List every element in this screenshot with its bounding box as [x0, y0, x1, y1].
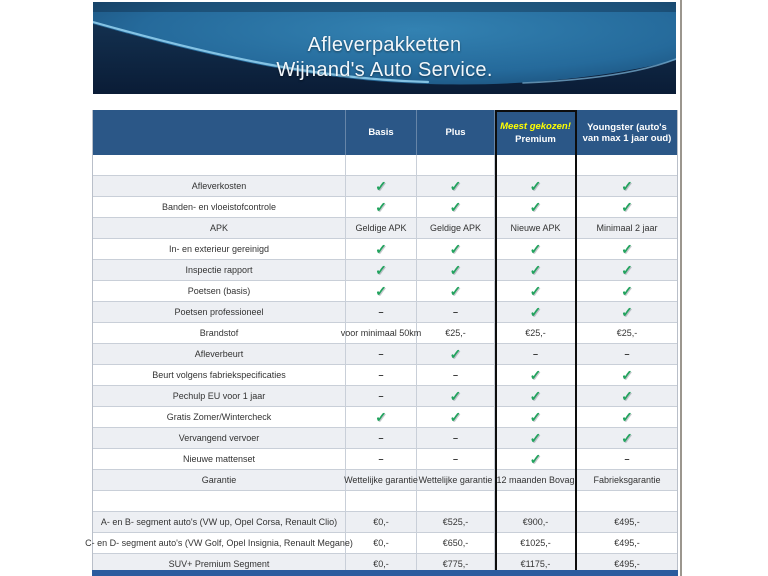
cell-basis: €0,- [346, 533, 417, 554]
cell-youngster [577, 365, 677, 386]
cell-plus [417, 386, 495, 407]
cell-plus: – [417, 428, 495, 449]
table-row [93, 239, 677, 260]
cell-premium: €1025,- [495, 533, 577, 554]
table-row [85, 533, 677, 554]
check-icon: ✓ [621, 367, 633, 383]
cell-premium: €1175,- [495, 554, 577, 575]
check-icon: ✓ [529, 388, 542, 404]
cell-plus [417, 407, 495, 428]
cell-plus: – [417, 365, 495, 386]
cell-youngster [577, 407, 677, 428]
cell-plus: €25,- [417, 323, 495, 344]
cell-premium [495, 239, 577, 260]
check-icon: ✓ [621, 283, 633, 299]
cell-youngster [577, 302, 677, 323]
header-cell-plus [417, 110, 495, 155]
table-row [93, 344, 677, 365]
cell-plus: – [417, 302, 495, 323]
row-label: APK [93, 218, 346, 239]
bottom-accent-bar [92, 570, 678, 576]
banner [93, 2, 676, 94]
cell-youngster: – [577, 344, 677, 365]
cell-plus [417, 176, 495, 197]
check-icon: ✓ [529, 262, 542, 278]
cell-basis: Geldige APK [346, 218, 417, 239]
table-row [93, 302, 677, 323]
cell-youngster [577, 428, 677, 449]
cell-premium [495, 365, 577, 386]
cell-plus: €650,- [417, 533, 495, 554]
check-icon: ✓ [449, 262, 462, 278]
cell-premium [495, 449, 577, 470]
cell-basis: – [346, 344, 417, 365]
check-icon: ✓ [529, 409, 542, 425]
check-icon: ✓ [449, 346, 462, 362]
check-icon: ✓ [375, 283, 387, 299]
check-icon: ✓ [375, 241, 387, 257]
cell-youngster: €495,- [577, 554, 677, 575]
check-icon: ✓ [529, 241, 542, 257]
cell-youngster [577, 197, 677, 218]
cell-youngster [577, 155, 677, 176]
cell-premium: – [495, 344, 577, 365]
check-icon: ✓ [621, 199, 633, 215]
cell-basis [346, 260, 417, 281]
cell-premium: 12 maanden Bovag [495, 470, 577, 491]
check-icon: ✓ [529, 283, 542, 299]
row-label: Pechulp EU voor 1 jaar [93, 386, 346, 407]
cell-youngster: Fabrieksgarantie [577, 470, 677, 491]
cell-premium [495, 428, 577, 449]
header-cell-basis [346, 110, 417, 155]
cell-basis [346, 155, 417, 176]
check-icon: ✓ [529, 451, 542, 467]
cell-premium [495, 155, 577, 176]
cell-premium [495, 197, 577, 218]
cell-plus: €525,- [417, 512, 495, 533]
row-label: Garantie [93, 470, 346, 491]
row-label: In- en exterieur gereinigd [93, 239, 346, 260]
cell-premium: Nieuwe APK [495, 218, 577, 239]
row-label: A- en B- segment auto's (VW up, Opel Corsa, Renault Clio) [93, 512, 346, 533]
cell-basis [346, 281, 417, 302]
table-body [85, 155, 677, 575]
row-label: Gratis Zomer/Wintercheck [93, 407, 346, 428]
check-icon: ✓ [449, 241, 462, 257]
column-label-basis: Basis [368, 127, 394, 138]
page-title [93, 33, 676, 83]
table-row [93, 197, 677, 218]
column-label-youngster: Youngster (auto's van max 1 jaar oud) [582, 121, 672, 144]
cell-basis [346, 239, 417, 260]
table-header-row [93, 110, 677, 155]
cell-basis: – [346, 302, 417, 323]
column-label-plus: Plus [445, 127, 466, 138]
cell-premium [495, 176, 577, 197]
check-icon: ✓ [529, 367, 542, 383]
row-label: Afleverbeurt [93, 344, 346, 365]
check-icon: ✓ [621, 178, 633, 194]
page-title-line1: Afleverpakketten [307, 34, 462, 56]
cell-plus [417, 260, 495, 281]
page-title-line2: Wijnand's Auto Service. [276, 59, 493, 81]
cell-basis [346, 491, 417, 512]
table-row [93, 428, 677, 449]
row-label: SUV+ Premium Segment [93, 554, 346, 575]
header-cell-premium [495, 110, 577, 155]
cell-basis [346, 176, 417, 197]
cell-premium [495, 260, 577, 281]
cell-basis: – [346, 428, 417, 449]
cell-premium [495, 407, 577, 428]
cell-youngster [577, 176, 677, 197]
cell-youngster: Minimaal 2 jaar [577, 218, 677, 239]
row-label: C- en D- segment auto's (VW Golf, Opel Insignia, Renault Megane) [93, 533, 346, 554]
header-cell-youngster [577, 110, 677, 155]
row-label [93, 491, 346, 512]
cell-basis: – [346, 386, 417, 407]
row-label: Brandstof [93, 323, 346, 344]
cell-basis: – [346, 449, 417, 470]
cell-basis [346, 407, 417, 428]
cell-basis: – [346, 365, 417, 386]
cell-plus [417, 155, 495, 176]
check-icon: ✓ [449, 283, 462, 299]
cell-plus: €775,- [417, 554, 495, 575]
cell-youngster [577, 260, 677, 281]
header-cell-empty [93, 110, 346, 155]
cell-basis [346, 197, 417, 218]
cell-plus [417, 344, 495, 365]
cell-basis: voor minimaal 50km [346, 323, 417, 344]
row-label: Inspectie rapport [93, 260, 346, 281]
cell-plus: Geldige APK [417, 218, 495, 239]
cell-youngster [577, 386, 677, 407]
package-comparison-table [85, 110, 678, 575]
cell-plus: – [417, 449, 495, 470]
table-row [93, 491, 677, 512]
table-row [93, 449, 677, 470]
cell-basis: €0,- [346, 554, 417, 575]
column-label-premium: Premium [515, 133, 556, 145]
check-icon: ✓ [529, 199, 542, 215]
cell-youngster: €495,- [577, 533, 677, 554]
check-icon: ✓ [449, 178, 462, 194]
check-icon: ✓ [529, 304, 542, 320]
cell-premium: €25,- [495, 323, 577, 344]
table-row [93, 470, 677, 491]
table-row [93, 260, 677, 281]
cell-plus [417, 281, 495, 302]
cell-youngster: €495,- [577, 512, 677, 533]
cell-plus [417, 197, 495, 218]
table-row [93, 281, 677, 302]
cell-basis: Wettelijke garantie [346, 470, 417, 491]
cell-plus [417, 239, 495, 260]
check-icon: ✓ [621, 388, 633, 404]
most-chosen-badge: Meest gekozen! [500, 120, 571, 132]
row-label: Nieuwe mattenset [93, 449, 346, 470]
cell-premium [495, 302, 577, 323]
cell-plus: Wettelijke garantie [417, 470, 495, 491]
row-label: Afleverkosten [93, 176, 346, 197]
row-label [93, 155, 346, 176]
cell-premium [495, 281, 577, 302]
table-row [93, 218, 677, 239]
cell-youngster [577, 491, 677, 512]
check-icon: ✓ [621, 241, 633, 257]
check-icon: ✓ [375, 178, 387, 194]
check-icon: ✓ [375, 262, 387, 278]
check-icon: ✓ [375, 199, 387, 215]
check-icon: ✓ [449, 388, 462, 404]
row-label: Poetsen professioneel [93, 302, 346, 323]
cell-premium [495, 491, 577, 512]
cell-plus [417, 491, 495, 512]
cell-premium [495, 386, 577, 407]
cell-youngster: €25,- [577, 323, 677, 344]
row-label: Poetsen (basis) [93, 281, 346, 302]
table-row [93, 323, 677, 344]
check-icon: ✓ [449, 409, 462, 425]
row-label: Vervangend vervoer [93, 428, 346, 449]
cell-premium: €900,- [495, 512, 577, 533]
cell-youngster [577, 281, 677, 302]
check-icon: ✓ [449, 199, 462, 215]
table-row [93, 386, 677, 407]
table-row [93, 176, 677, 197]
check-icon: ✓ [529, 430, 542, 446]
check-icon: ✓ [621, 262, 633, 278]
table-row [93, 407, 677, 428]
check-icon: ✓ [621, 304, 633, 320]
check-icon: ✓ [621, 409, 633, 425]
cell-basis: €0,- [346, 512, 417, 533]
page-edge-line [680, 0, 682, 576]
table-row [93, 365, 677, 386]
check-icon: ✓ [375, 409, 387, 425]
check-icon: ✓ [529, 178, 542, 194]
row-label: Beurt volgens fabriekspecificaties [93, 365, 346, 386]
cell-youngster: – [577, 449, 677, 470]
cell-youngster [577, 239, 677, 260]
row-label: Banden- en vloeistofcontrole [93, 197, 346, 218]
table-row [93, 512, 677, 533]
check-icon: ✓ [621, 430, 633, 446]
table-row [93, 155, 677, 176]
